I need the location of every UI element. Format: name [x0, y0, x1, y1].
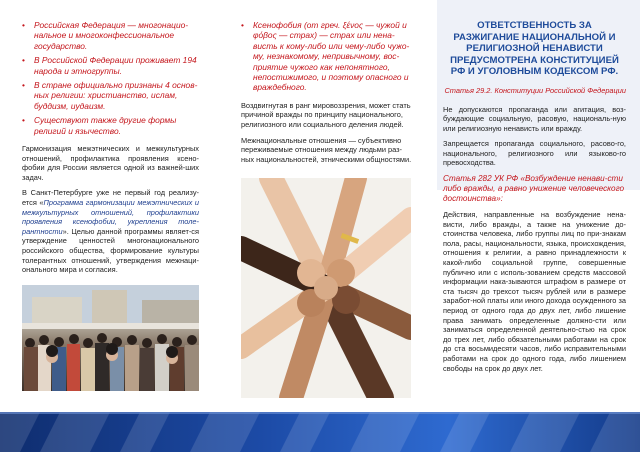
- superiority-paragraph: Запрещается пропаганда социального, расово-го, национального, религиозного или языково-го превосходства.: [443, 139, 626, 168]
- program-text-start: В Санкт-Петербурге уже не первый год реализу-ется «: [22, 188, 199, 208]
- footer-band: [0, 412, 640, 452]
- spb-program-paragraph: [22, 188, 199, 274]
- harmonization-paragraph: Гармонизация межэтнических и межкультурных отношений, профилактика проявления ксено-фобии для России является одной из важней-ших задач.: [22, 144, 199, 182]
- constitution-article-source: Статья 29.2. Конституции Российской Федерации: [444, 85, 626, 95]
- penalty-paragraph: Действия, направленные на возбуждение нена-висти, либо вражды, а также на унижение до-стоинства человека, либо группы лиц по при-знакам пола, расы, национальности, языка, происхождения, отношения к религии, а равно принадлежности к какой-либо социальной группе, совершенные публично или с исполь-зованием средств массовой информации нака-зываются штрафом в размере от ста тысяч до трехсот тысяч рублей или в размере заработ-ной платы или иного дохода осужденного за период от одного года до двух лет, либо лишение права занимать определенные должно-сти или заниматься определенной деятельно-стью на срок до трех лет, либо обязательными работами на срок до ста восьмидесяти часов, либо исправительными работами на срок до одного года, либо лишением свободы на срок до двух лет.: [443, 210, 626, 373]
- fact-item: • В стране официально признаны 4 основ-ных религии: христианство, ислам, буддизм, иудаизм.: [22, 80, 199, 111]
- crowd-photo: [22, 285, 199, 391]
- xenophobia-definition: [241, 20, 413, 93]
- xenophobia-item: • Ксенофобия (от греч. ξένος — чужой и φόβος — страх) — страх или нена-висть к кому-либо или чему-либо чужо-му, незнакомому, непривычному, вос-приятие чужого как непонятного, непостижимого, и поэтому опасного и враждебного.: [241, 20, 413, 93]
- facts-list: [22, 20, 199, 136]
- worldview-paragraph: Воздвигнутая в ранг мировоззрения, может стать причиной вражды по принципу национального, религиозного или социального деления людей.: [241, 100, 411, 130]
- interethnic-paragraph: Межнациональные отношения — субъективно переживаемые отношения между людьми раз-ных национальностей, этническими общностями.: [241, 135, 412, 164]
- responsibility-heading: ОТВЕТСТВЕННОСТЬ ЗА РАЗЖИГАНИЕ НАЦИОНАЛЬНОЙ И РЕЛИГИОЗНОЙ НЕНАВИСТИ ПРЕДУСМОТРЕНА КОНСТИТУЦИЕЙ РФ И УГОЛОВНЫМ КОДЕКСОМ РФ.: [450, 20, 619, 77]
- hands-illustration: [241, 178, 411, 398]
- program-name: Программа гармонизации межэтнических и межкультурных отношений, профилактики проявления ксенофобии, укрепления толе-рантности: [22, 198, 199, 236]
- column-right: [427, 0, 640, 412]
- fact-item: • В Российской Федерации проживает 194 народа и этногруппы.: [22, 55, 199, 76]
- fact-item: • Существуют также другие формы религий и язычество.: [22, 115, 199, 136]
- footer-pattern: [0, 412, 640, 452]
- propaganda-paragraph: Не допускаются пропаганда или агитация, воз-буждающие социальную, расовую, националь-ную или религиозную ненависть или вражду.: [443, 104, 626, 133]
- criminal-code-article: Статья 282 УК РФ «Возбуждение ненави-сти либо вражды, а равно унижение человеческого достоинства»:: [443, 174, 625, 204]
- fact-item: • Российская Федерация — многонацио-нальное и многоконфессиональное государство.: [22, 20, 199, 51]
- hands-photo: [241, 178, 411, 398]
- crowd-illustration: [22, 285, 199, 391]
- program-text-end: ». Целью данной программы являет-ся утверждение ценностей многонационального российского общества, формирование культуры толерантных отношений, утверждения межнаци-онального мира и согласия.: [22, 226, 199, 275]
